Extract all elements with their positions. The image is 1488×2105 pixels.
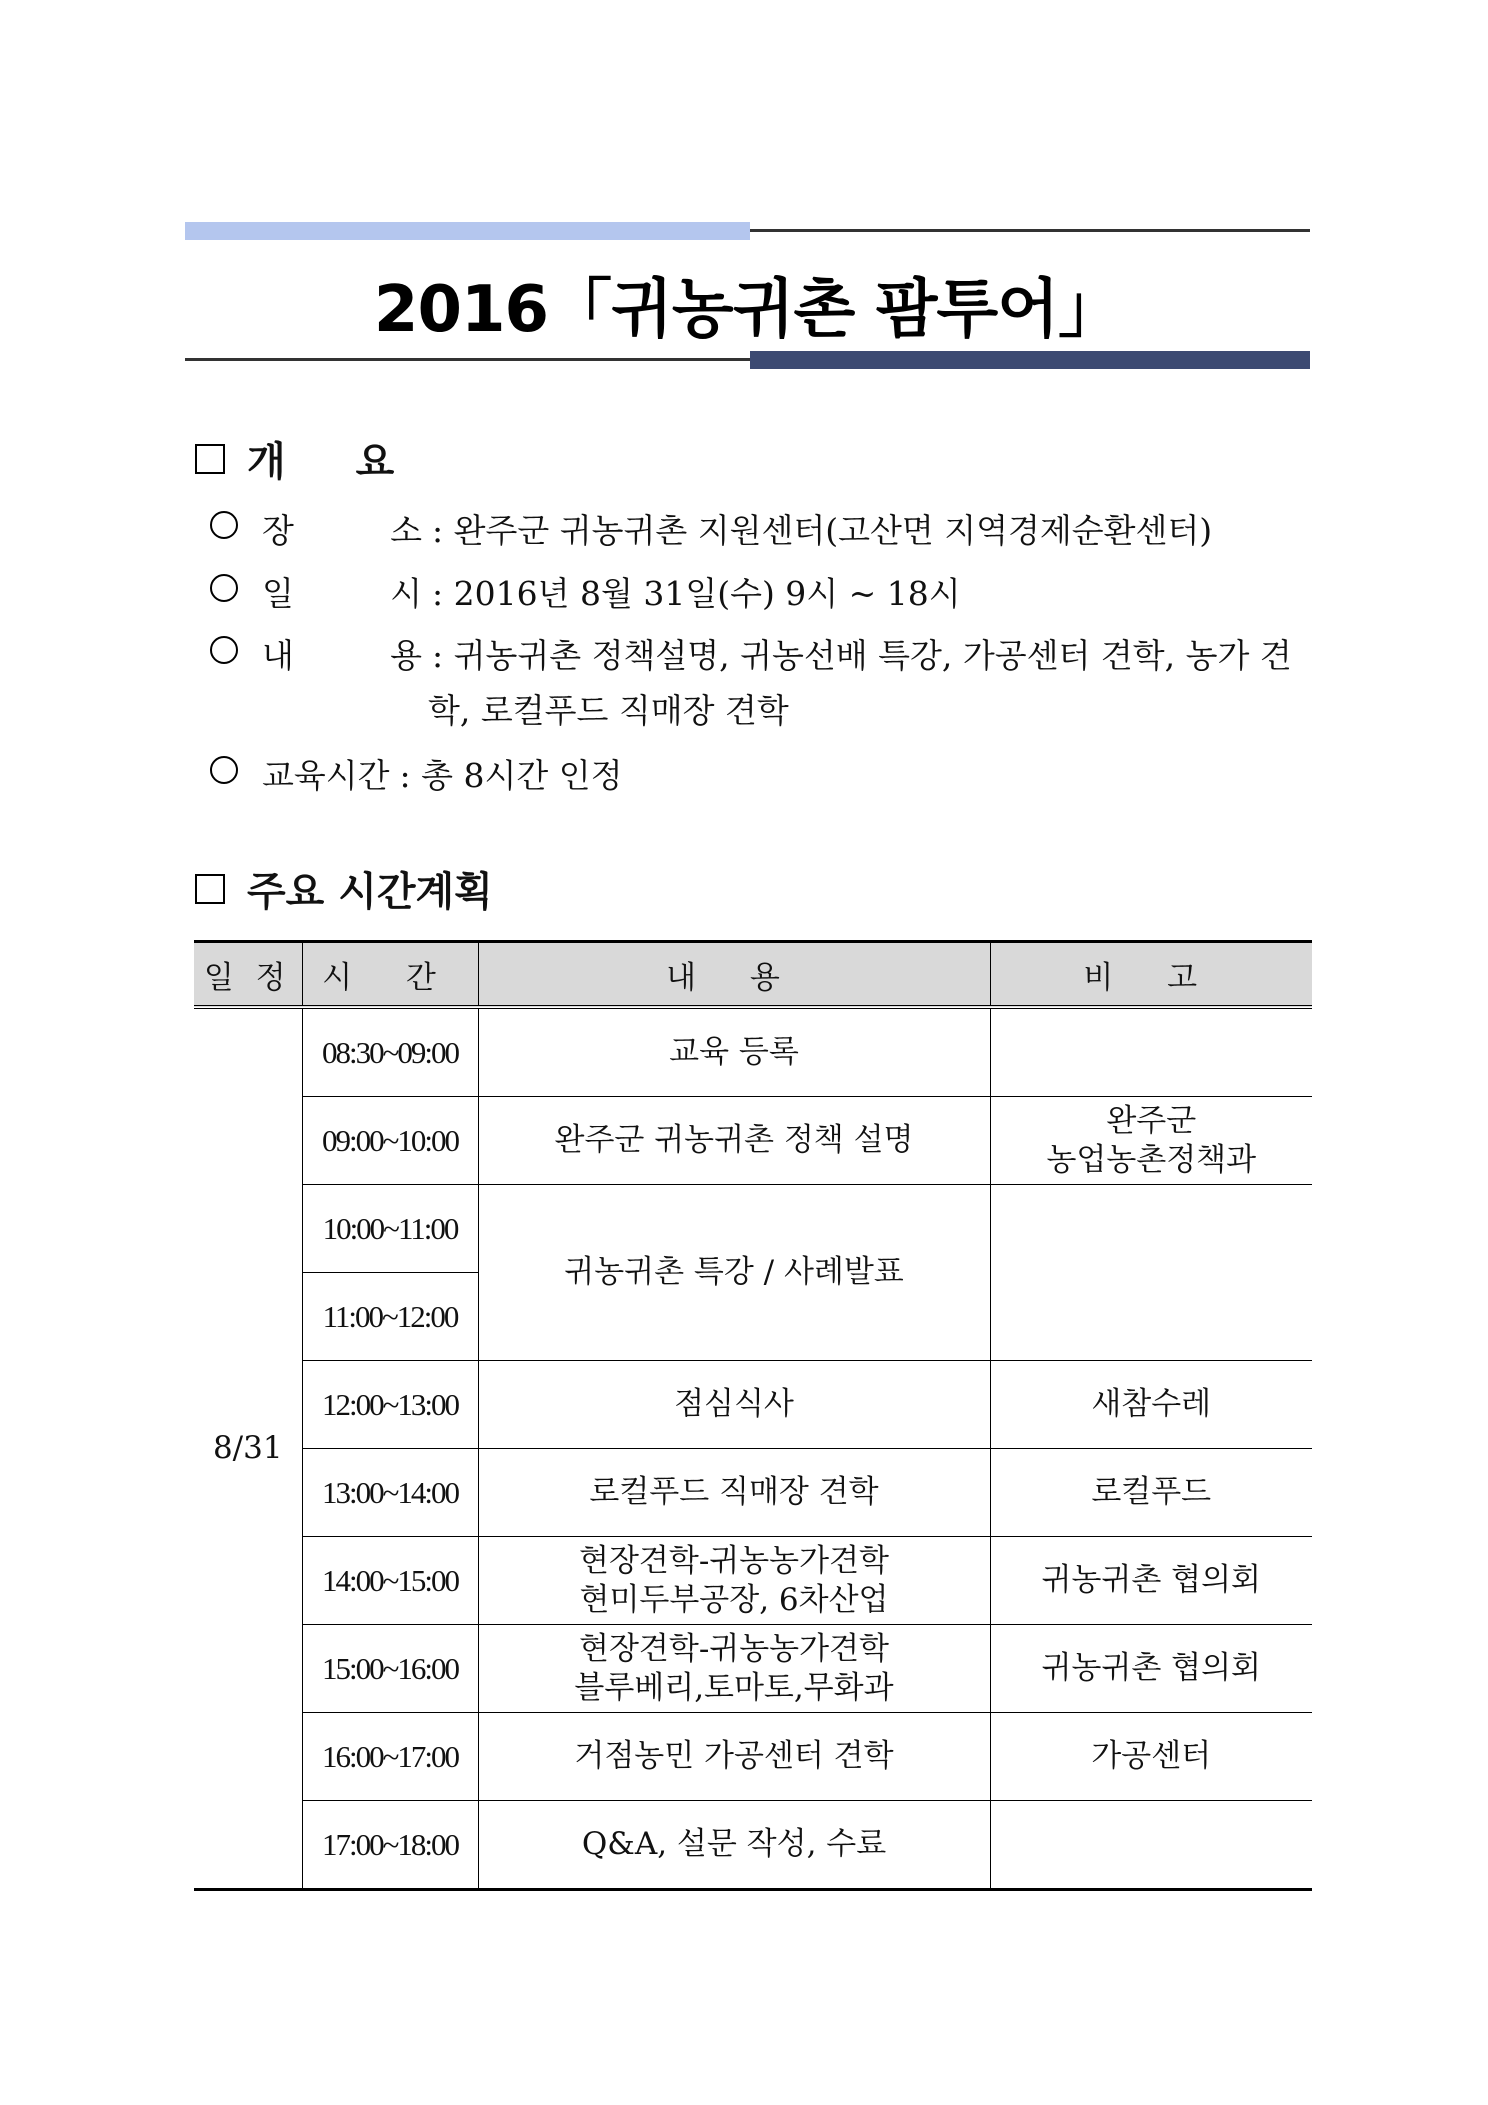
table-row (194, 1713, 1312, 1801)
header-content: 내 용 (478, 942, 990, 1008)
table-row (194, 1449, 1312, 1537)
title-accent-bar-top (185, 222, 750, 240)
time-cell: 11:00~12:00 (302, 1273, 478, 1361)
time-cell: 09:00~10:00 (302, 1097, 478, 1185)
header-time: 시 간 (302, 942, 478, 1008)
note-cell: 로컬푸드 (990, 1449, 1312, 1537)
content-line: 현장견학-귀농농가견학 (579, 1542, 889, 1579)
time-cell: 13:00~14:00 (302, 1449, 478, 1537)
content-line: 블루베리,토마토,무화과 (574, 1669, 894, 1706)
overview-heading-text: 개 요 (247, 439, 423, 485)
circle-bullet-icon (210, 756, 238, 784)
note-cell: 새참수레 (990, 1361, 1312, 1449)
note-line: 농업농촌정책과 (1046, 1141, 1257, 1178)
schedule-heading-text: 주요 시간계획 (247, 869, 493, 915)
table-row (194, 1625, 1312, 1713)
square-bullet-icon (195, 444, 225, 474)
overview-item-label: 교육시간 (262, 756, 390, 795)
note-cell (990, 1007, 1312, 1097)
time-cell: 08:30~09:00 (302, 1007, 478, 1097)
note-cell (990, 1097, 1312, 1185)
note-line: 완주군 (1106, 1102, 1197, 1139)
content-cell: 교육 등록 (478, 1007, 990, 1097)
circle-bullet-icon (210, 574, 238, 602)
content-cell: Q&A, 설문 작성, 수료 (478, 1801, 990, 1890)
time-cell: 15:00~16:00 (302, 1625, 478, 1713)
overview-item-hours (210, 750, 623, 797)
header-date: 일 정 (194, 942, 302, 1008)
overview-item-label: 일 시 (262, 574, 422, 613)
overview-item-content: : 완주군 귀농귀촌 지원센터(고산면 지역경제순환센터) (432, 511, 1213, 550)
overview-item-contents (210, 630, 1292, 677)
overview-item-content: : 귀농귀촌 정책설명, 귀농선배 특강, 가공센터 견학, 농가 견 (432, 636, 1292, 675)
page-title: 2016「귀농귀촌 팜투어」 (373, 273, 1122, 347)
circle-bullet-icon (210, 636, 238, 664)
overview-item-label: 장 소 (262, 511, 422, 550)
table-header-row (194, 942, 1312, 1008)
note-cell: 귀농귀촌 협의회 (990, 1537, 1312, 1625)
schedule-heading (195, 860, 493, 917)
content-cell: 완주군 귀농귀촌 정책 설명 (478, 1097, 990, 1185)
table-row (194, 1361, 1312, 1449)
table-row (194, 1097, 1312, 1185)
title-rule-bottom (185, 358, 750, 361)
overview-item-continuation: 학, 로컬푸드 직매장 견학 (428, 691, 789, 730)
overview-item-content: : 2016년 8월 31일(수) 9시 ~ 18시 (432, 574, 961, 613)
table-row (194, 1007, 1312, 1097)
content-cell: 귀농귀촌 특강 / 사례발표 (478, 1185, 990, 1361)
overview-item-label: 내 용 (262, 636, 422, 675)
square-bullet-icon (195, 874, 225, 904)
table-row (194, 1185, 1312, 1273)
content-cell (478, 1537, 990, 1625)
note-cell: 귀농귀촌 협의회 (990, 1625, 1312, 1713)
overview-item-datetime (210, 568, 961, 615)
note-cell (990, 1801, 1312, 1890)
overview-heading (195, 430, 422, 487)
time-cell: 12:00~13:00 (302, 1361, 478, 1449)
content-line: 현장견학-귀농농가견학 (579, 1630, 889, 1667)
table-row (194, 1801, 1312, 1890)
time-cell: 14:00~15:00 (302, 1537, 478, 1625)
content-line: 현미두부공장, 6차산업 (579, 1581, 889, 1618)
date-cell: 8/31 (194, 1007, 302, 1890)
title-block (185, 222, 1310, 370)
table-row (194, 1537, 1312, 1625)
title-accent-bar-bottom (750, 351, 1310, 369)
content-cell: 로컬푸드 직매장 견학 (478, 1449, 990, 1537)
header-note: 비 고 (990, 942, 1312, 1008)
note-cell: 가공센터 (990, 1713, 1312, 1801)
overview-item-content: : 총 8시간 인정 (399, 756, 623, 795)
title-rule-top (750, 229, 1310, 232)
overview-item-place (210, 505, 1212, 552)
time-cell: 10:00~11:00 (302, 1185, 478, 1273)
time-cell: 17:00~18:00 (302, 1801, 478, 1890)
content-cell: 거점농민 가공센터 견학 (478, 1713, 990, 1801)
circle-bullet-icon (210, 511, 238, 539)
content-cell: 점심식사 (478, 1361, 990, 1449)
content-cell (478, 1625, 990, 1713)
time-cell: 16:00~17:00 (302, 1713, 478, 1801)
schedule-table (194, 940, 1312, 1891)
note-cell (990, 1185, 1312, 1361)
